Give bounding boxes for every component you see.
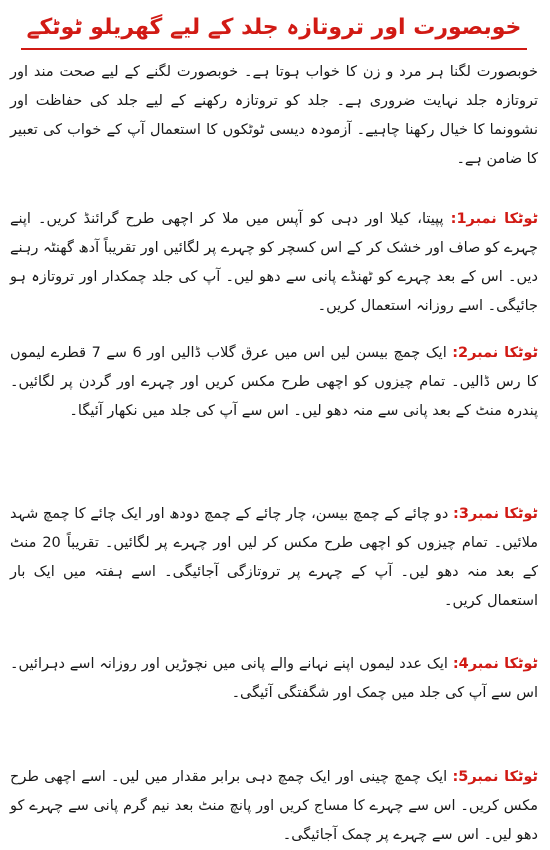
tip-5 [10,763,538,850]
tip-3-text: دو چائے کے چمچ بیسن، چار چائے کے چمچ دودھ اور ایک چائے کا چمچ شہد ملائیں۔ تمام چیزوں کو اچھی طرح مکس کر لیں اور چہرے پر لگائیں۔ تقریباً 20 منٹ کے بعد منہ دھو لیں۔ آپ کے چہرے پر تروتازگی آجائیگی۔ اسے ہفتہ میں ایک بار استعمال کریں۔ [10,506,538,609]
article-title: خوبصورت اور تروتازہ جلد کے لیے گھریلو ٹوٹکے [21,10,528,50]
tip-2-text: ایک چمچ بیسن لیں اس میں عرق گلاب ڈالیں اور 6 سے 7 قطرے لیموں کا رس ڈالیں۔ تمام چیزوں کو اچھی طرح مکس کریں اور چہرے اور گردن پر لگائیں۔ پندرہ منٹ کے بعد پانی سے منہ دھو لیں۔ اس سے آپ کی جلد میں نکھار آئیگا۔ [10,345,538,419]
tip-5-label: ٹوٹکا نمبر5: [452,769,539,785]
tip-1-label: ٹوٹکا نمبر1: [450,211,539,227]
tip-2 [10,339,538,426]
tip-4-label: ٹوٹکا نمبر4: [452,656,538,672]
tip-1 [10,205,538,321]
tip-4 [10,650,538,708]
tip-3-label: ٹوٹکا نمبر3: [453,506,538,522]
title-container [10,10,538,48]
intro-paragraph: خوبصورت لگنا ہر مرد و زن کا خواب ہوتا ہے۔ خوبصورت لگنے کے لیے صحت مند اور تروتازہ جلد نہایت ضروری ہے۔ جلد کو تروتازہ رکھنے کے لیے جلد کی حفاظت اور نشوونما کا خیال رکھنا چاہیے۔ آزمودہ دیسی ٹوٹکوں کا استعمال آپ کے خواب کی تعبیر کا ضامن ہے۔ [10,64,538,167]
tip-4-text: ایک عدد لیموں اپنے نہانے والے پانی میں نچوڑیں اور روزانہ اسے دہرائیں۔ اس سے آپ کی جلد میں چمک اور شگفتگی آئیگی۔ [10,656,538,701]
tip-5-text: ایک چمچ چینی اور ایک چمچ دہی برابر مقدار میں لیں۔ اسے اچھی طرح مکس کریں۔ اس سے چہرے کا مساج کریں اور پانچ منٹ بعد نیم گرم پانی سے چہرے کو دھو لیں۔ اس سے چہرے پر چمک آجائیگی۔ [10,769,538,843]
tip-3 [10,500,538,616]
tip-2-label: ٹوٹکا نمبر2: [452,345,539,361]
tip-1-text: پپیتا، کیلا اور دہی کو آپس میں ملا کر اچھی طرح گرائنڈ کریں۔ اپنے چہرے کو صاف اور خشک کر کے اس کسچر کو چہرے پر لگائیں اور تقریباً آدھ گھنٹہ رہنے دیں۔ اس کے بعد چہرے کو ٹھنڈے پانی سے دھو لیں۔ آپ کی جلد چمکدار اور تروتازہ ہو جائیگی۔ اسے روزانہ استعمال کریں۔ [10,211,538,314]
